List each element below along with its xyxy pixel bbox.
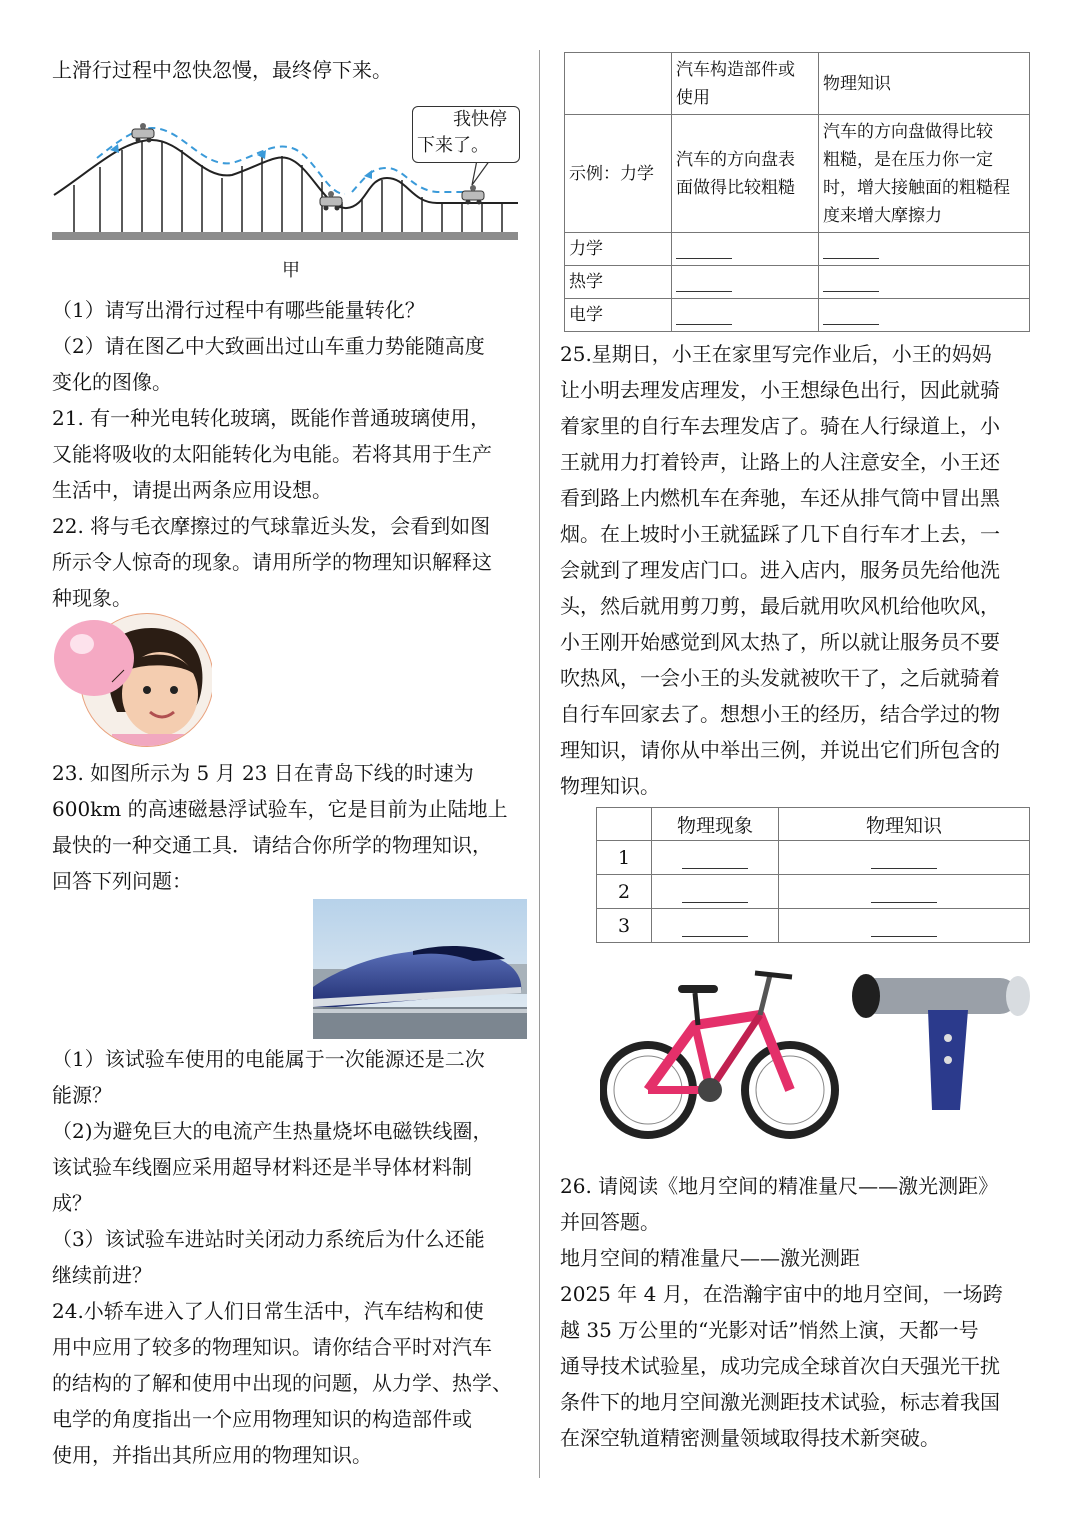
q25-line2: 让小明去理发店理发，小王想绿色出行，因此就骑: [560, 378, 1000, 402]
answer-blank[interactable]: [652, 909, 779, 943]
q23-line1: 23. 如图所示为 5 月 23 日在青岛下线的时速为: [52, 761, 474, 785]
table-cell-empty: [597, 808, 652, 841]
car-physics-table: [564, 52, 1030, 332]
answer-blank[interactable]: [819, 233, 1030, 266]
header-part-line2: 使用: [676, 87, 710, 108]
example-part-line1: 汽车的方向盘表: [676, 149, 795, 170]
q25-line9: 小王刚开始感觉到风太热了，所以就让服务员不要: [560, 630, 1000, 654]
q25-line4: 王就用力打着铃声，让路上的人注意安全，小王还: [560, 450, 1000, 474]
article-title: 地月空间的精准量尺——激光测距: [560, 1246, 860, 1270]
q25-line7: 会就到了理发店门口。进入店内，服务员先给他洗: [560, 558, 1000, 582]
row-label: 热学: [565, 266, 672, 299]
example-knowledge-line4: 度来增大摩擦力: [823, 205, 942, 226]
q20-part2-line1: （2）请在图乙中大致画出过山车重力势能随高度: [52, 334, 485, 358]
q23-part2-line2: 该试验车线圈应采用超导材料还是半导体材料制: [52, 1155, 472, 1179]
cart-icon: [462, 185, 484, 205]
answer-blank[interactable]: [779, 875, 1030, 909]
q25-line3: 着家里的自行车去理发店了。骑在人行绿道上，小: [560, 414, 1000, 438]
q22-line2: 所示令人惊奇的现象。请用所学的物理知识解释这: [52, 550, 492, 574]
article-line2: 越 35 万公里的“光影对话”悄然上演，天都一号: [560, 1318, 979, 1342]
q25-line5: 看到路上内燃机车在奔驰，车还从排气筒中冒出黑: [560, 486, 1000, 510]
row-label: 力学: [565, 233, 672, 266]
example-label: 示例：力学: [565, 115, 672, 233]
table-row: [565, 233, 1030, 266]
q23-line2: 600km 的高速磁悬浮试验车，它是目前为止陆地上: [52, 797, 508, 821]
example-knowledge: [819, 115, 1030, 233]
example-part: [672, 115, 819, 233]
q24-line5: 使用，并指出其所应用的物理知识。: [52, 1443, 372, 1467]
roller-coaster-figure: [52, 100, 524, 290]
table-row: [565, 266, 1030, 299]
answer-blank[interactable]: [672, 266, 819, 299]
q23-part2-line1: （2)为避免巨大的电流产生热量烧坏电磁铁线圈，: [52, 1119, 493, 1143]
q21-line2: 又能将吸收的太阳能转化为电能。若将其用于生产: [52, 442, 492, 466]
article-line1: 2025 年 4 月，在浩瀚宇宙中的地月空间，一场跨: [560, 1282, 1003, 1306]
q25-line10: 吹热风，一会小王的头发就被吹干了，之后就骑着: [560, 666, 1000, 690]
article-line5: 在深空轨道精密测量领域取得技术新突破。: [560, 1426, 940, 1450]
q24-line1: 24.小轿车进入了人们日常生活中，汽车结构和使: [52, 1299, 484, 1323]
table-row: [597, 841, 1030, 875]
q25-line6: 烟。在上坡时小王就猛踩了几下自行车才上去，一: [560, 522, 1000, 546]
answer-blank[interactable]: [652, 875, 779, 909]
table-row: [597, 875, 1030, 909]
intro-line: 上滑行过程中忽快忽慢，最终停下来。: [52, 58, 392, 82]
example-knowledge-line3: 时，增大接触面的粗糙程: [823, 177, 1010, 198]
answer-blank[interactable]: [819, 266, 1030, 299]
q23-line3: 最快的一种交通工具．请结合你所学的物理知识，: [52, 833, 492, 857]
answer-blank[interactable]: [779, 909, 1030, 943]
q20-part1: （1）请写出滑行过程中有哪些能量转化？: [52, 298, 425, 322]
header-phenomenon: 物理现象: [652, 808, 779, 841]
table-header-row: [565, 53, 1030, 115]
phenomenon-table: [596, 807, 1030, 943]
q23-part1-line2: 能源？: [52, 1083, 112, 1107]
q21-line1: 21. 有一种光电转化玻璃，既能作普通玻璃使用，: [52, 406, 491, 430]
row-label: 电学: [565, 299, 672, 332]
q25-line1: 25.星期日，小王在家里写完作业后，小王的妈妈: [560, 342, 992, 366]
q23-line4: 回答下列问题：: [52, 869, 192, 893]
table-header-part: [672, 53, 819, 115]
arrow-icon: [364, 170, 372, 179]
article-line4: 条件下的地月空间激光测距技术试验，标志着我国: [560, 1390, 1000, 1414]
bubble-line-2: 下来了。: [417, 135, 489, 156]
article-line3: 通导技术试验星，成功完成全球首次白天强光干扰: [560, 1354, 1000, 1378]
q23-part2-line3: 成？: [52, 1191, 92, 1215]
example-knowledge-line2: 粗糙，是在压力你一定: [823, 149, 993, 170]
bubble-line-1: 我快停: [453, 109, 507, 130]
bicycle-photo: [600, 955, 840, 1155]
q26-line1: 26. 请阅读《地月空间的精准量尺——激光测距》: [560, 1174, 999, 1198]
q23-part3-line1: （3）该试验车进站时关闭动力系统后为什么还能: [52, 1227, 485, 1251]
q24-line2: 用中应用了较多的物理知识。请你结合平时对汽车: [52, 1335, 492, 1359]
example-knowledge-line1: 汽车的方向盘做得比较: [823, 121, 993, 142]
q25-line12: 理知识，请你从中举出三例，并说出它们所包含的: [560, 738, 1000, 762]
row-number: 1: [597, 841, 652, 875]
column-divider: [539, 50, 540, 1478]
q21-line3: 生活中，请提出两条应用设想。: [52, 478, 332, 502]
q26-line2: 并回答题。: [560, 1210, 660, 1234]
table-header-row: [597, 808, 1030, 841]
answer-blank[interactable]: [672, 233, 819, 266]
q22-line1: 22. 将与毛衣摩擦过的气球靠近头发，会看到如图: [52, 514, 491, 538]
table-header-knowledge: 物理知识: [819, 53, 1030, 115]
answer-blank[interactable]: [652, 841, 779, 875]
q24-line4: 电学的角度指出一个应用物理知识的构造部件或: [52, 1407, 472, 1431]
example-part-line2: 面做得比较粗糙: [676, 177, 795, 198]
table-cell-empty: [565, 53, 672, 115]
q24-line3: 的结构的了解和使用中出现的问题，从力学、热学、: [52, 1371, 512, 1395]
speech-bubble: [412, 106, 520, 163]
q25-line8: 头，然后就用剪刀剪，最后就用吹风机给他吹风，: [560, 594, 1000, 618]
q25-line11: 自行车回家去了。想想小王的经历，结合学过的物: [560, 702, 1000, 726]
speech-bubble-tail: [472, 160, 490, 185]
answer-blank[interactable]: [672, 299, 819, 332]
row-number: 3: [597, 909, 652, 943]
q20-part2-line2: 变化的图像。: [52, 370, 172, 394]
answer-blank[interactable]: [819, 299, 1030, 332]
q22-line3: 种现象。: [52, 586, 132, 610]
hair-dryer-photo: [848, 960, 1038, 1120]
ground-bar: [52, 232, 518, 240]
table-example-row: [565, 115, 1030, 233]
cart-icon: [132, 123, 154, 143]
q23-part1-line1: （1）该试验车使用的电能属于一次能源还是二次: [52, 1047, 485, 1071]
row-number: 2: [597, 875, 652, 909]
balloon-girl-photo: [52, 612, 212, 752]
table-row: [565, 299, 1030, 332]
table-row: [597, 909, 1030, 943]
q23-part3-line2: 继续前进？: [52, 1263, 152, 1287]
answer-blank[interactable]: [779, 841, 1030, 875]
figure-caption: 甲: [282, 260, 300, 281]
q25-line13: 物理知识。: [560, 774, 660, 798]
header-knowledge: 物理知识: [779, 808, 1030, 841]
maglev-train-photo: [313, 899, 527, 1039]
header-part-line1: 汽车构造部件或: [676, 59, 795, 80]
